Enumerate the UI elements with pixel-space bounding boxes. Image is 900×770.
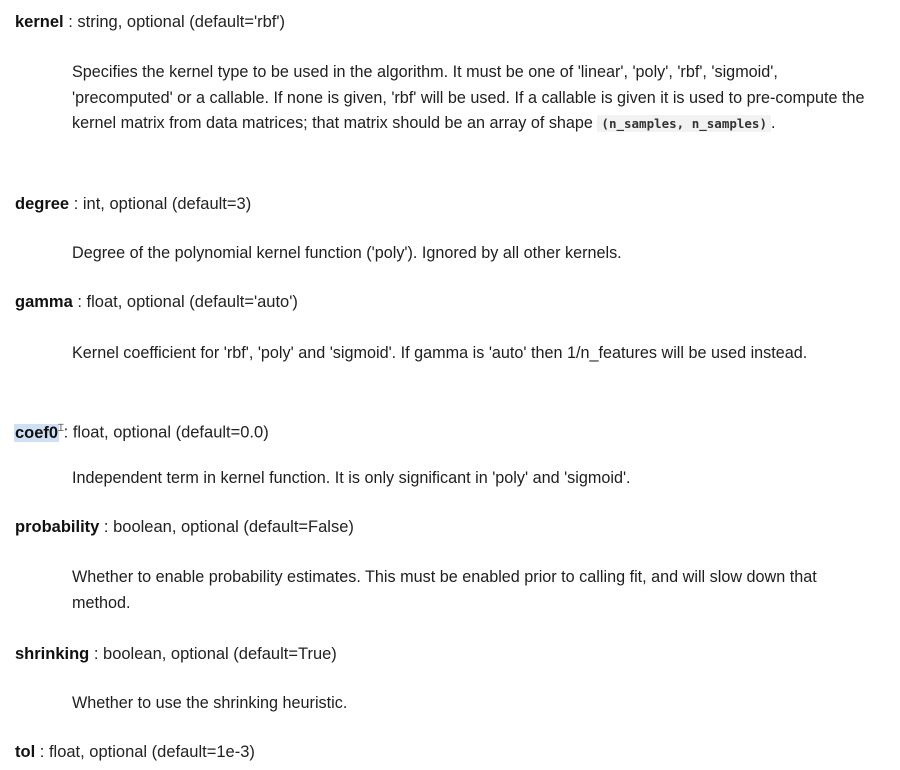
param-separator: :	[69, 195, 83, 213]
param-name[interactable]: coef0	[15, 423, 59, 442]
param-shrinking-term	[15, 644, 337, 664]
param-coef0-term	[15, 419, 269, 443]
description-text: Specifies the kernel type to be used in the algorithm. It must be one of 'linear', 'poly', 'rbf', 'sigmoid', 'precomputed' or a callable. If none is given, 'rbf' will be used. If a callable is given it is used to pre-compute the kernel matrix from data matrices; that matrix should be an array of shape	[72, 63, 865, 132]
param-type: boolean, optional (default=False)	[113, 518, 354, 536]
param-degree-description	[72, 241, 872, 267]
description-text: Whether to enable probability estimates. This must be enabled prior to calling fit, and will slow down that method.	[72, 568, 817, 612]
param-separator: :	[63, 423, 73, 442]
param-coef0-description	[72, 466, 872, 492]
description-text: Degree of the polynomial kernel function ('poly'). Ignored by all other kernels.	[72, 244, 622, 262]
param-name[interactable]: degree	[15, 195, 70, 213]
param-separator: :	[35, 743, 49, 761]
param-separator: :	[72, 293, 87, 311]
param-kernel-term	[15, 12, 285, 32]
inline-code: (n_samples, n_samples)	[597, 115, 771, 132]
param-probability-term	[15, 517, 354, 537]
param-kernel-description	[72, 60, 872, 137]
param-shrinking-description	[72, 691, 872, 717]
param-separator: :	[99, 518, 114, 536]
param-name[interactable]: gamma	[15, 293, 73, 311]
param-name[interactable]: probability	[15, 518, 100, 536]
param-type: float, optional (default='auto')	[86, 293, 298, 311]
param-type: int, optional (default=3)	[82, 195, 252, 213]
param-type: boolean, optional (default=True)	[103, 645, 337, 663]
param-gamma-term	[15, 292, 298, 312]
param-tol-term	[15, 742, 255, 762]
description-text: Independent term in kernel function. It is only significant in 'poly' and 'sigmoid'.	[72, 469, 631, 487]
description-text: Whether to use the shrinking heuristic.	[72, 694, 348, 712]
param-name[interactable]: kernel	[15, 13, 64, 31]
param-degree-term	[15, 194, 251, 214]
param-name[interactable]: shrinking	[15, 645, 90, 663]
param-type: string, optional (default='rbf')	[77, 13, 286, 31]
param-probability-description	[72, 565, 872, 616]
param-separator: :	[89, 645, 104, 663]
param-type: float, optional (default=0.0)	[72, 423, 269, 442]
description-text: .	[771, 114, 776, 132]
param-gamma-description	[72, 341, 872, 367]
param-type: float, optional (default=1e-3)	[48, 743, 255, 761]
param-separator: :	[63, 13, 78, 31]
param-name[interactable]: tol	[15, 743, 36, 761]
text-cursor-icon: Ɪ	[58, 423, 64, 434]
description-text: Kernel coefficient for 'rbf', 'poly' and 'sigmoid'. If gamma is 'auto' then 1/n_features will be used instead.	[72, 344, 808, 362]
